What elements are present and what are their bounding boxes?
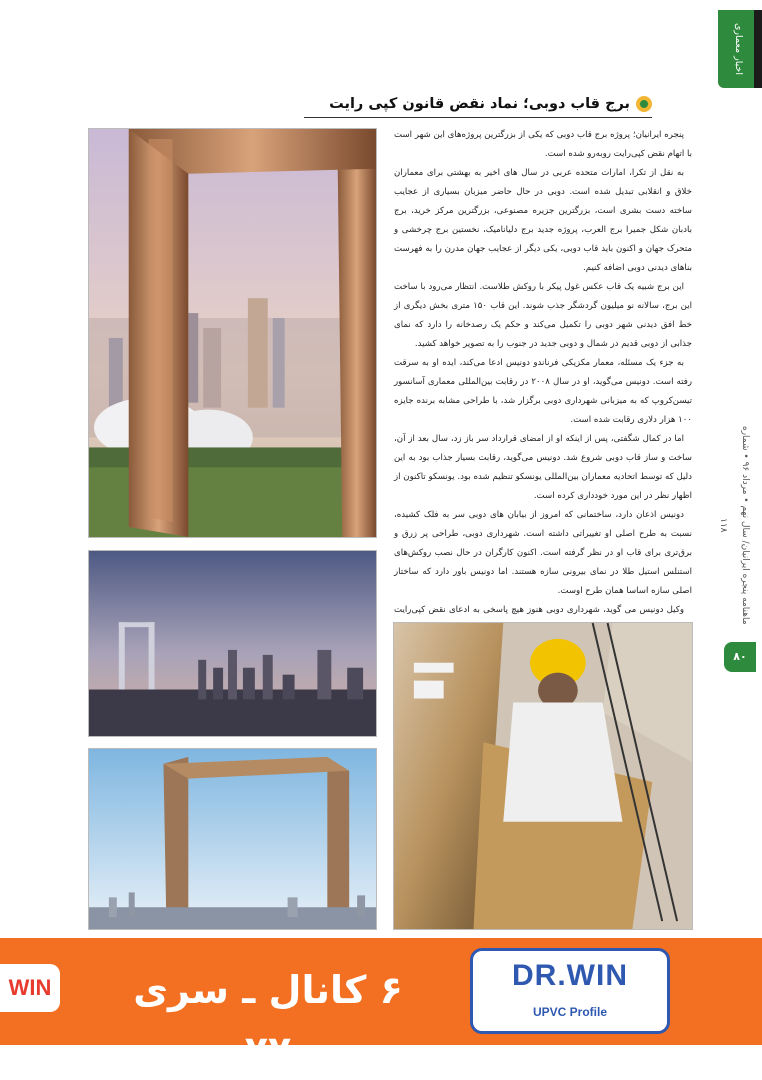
article-paragraph: پنجره ایرانیان؛ پروژه برج قاب دوبی که یکی از بزرگترین پروژه‌های این شهر است با اتهام نقض کپی‌رایت روبه‌رو شده است.: [394, 130, 692, 159]
article-paragraph: وکیل دونیس می گوید، شهرداری دوبی هنوز هیچ پاسخی به ادعای نقض کپی‌رایت: [394, 605, 684, 615]
article-paragraph: به نقل از تکرا، امارات متحده عربی در سال های اخیر به بهشتی برای معماران خلاق و انقلابی تبدیل شده است. دوبی در حال حاضر میزبان بسیاری از عجایب ساخته دست بشری است، بزرگترین جزیره مصنوعی، بزرگترین مرکز خرید، برج بادبان شکل جمیرا برج العرب، پروژه جدید برج دلیانامیک، نخستین برج چرخشی و متحرک جهان و اکنون باید قاب دوبی، یکی دیگر از عجایب جهان مدرن را به فهرست بناهای دیدنی دوبی اضافه کنیم.: [394, 168, 692, 273]
article-paragraph: اما در کمال شگفتی، پس از اینکه او از امضای قرارداد سر باز زد، سال بعد از آن، ساخت و ساز قاب دوبی شروع شد. دونیس می‌گوید، رقابت بسیار جذاب بود به این دلیل که توسط اتحادیه معماران بین‌المللی یونسکو تنظیم شده بود. یونسکو تاکنون از اظهار نظر در این مورد خودداری کرده است.: [394, 434, 692, 501]
dubai-frame-rendering-image: [88, 128, 377, 538]
ad-left-logo: WIN: [0, 964, 60, 1012]
ad-headline: ۶ کانال ـ سری ۷۷: [133, 968, 403, 1072]
dubai-skyline-image: [88, 550, 377, 737]
section-tab-strip: [754, 10, 762, 88]
article-paragraph: به جزء یک مسئله، معمار مکزیکی فرناندو دونیس ادعا می‌کند، ایده او به سرقت رفته است. دونیس می‌گوید، او در سال ۲۰۰۸ در رقابت بین‌المللی معماری آسانسور تیسن‌کروپ که به میزبانی شهرداری دوبی برگزار شد، با طراحی مشابه برنده جایزه ۱۰۰ هزار دلاری رقابت شده است.: [394, 358, 693, 425]
advertisement-banner[interactable]: [0, 938, 762, 1072]
magazine-info: ماهنامه پنجره ایرانیان/ سال نهم • مرداد ۹۶ • شماره ۱۱۸: [718, 425, 750, 625]
brand-name: DR.WIN: [512, 959, 628, 992]
title-divider: [304, 117, 652, 118]
article-title: برج قاب دوبی؛ نماد نقض قانون کپی رایت: [329, 96, 630, 112]
page-number: ۸۰: [724, 642, 756, 672]
construction-worker-image: [393, 622, 693, 930]
article-body: [394, 126, 693, 615]
section-tab-label: اخبار معماری: [733, 23, 744, 75]
brand-subtitle: UPVC Profile: [532, 1005, 607, 1019]
article-paragraph: این برج شبیه یک قاب عکس غول پیکر با روکش طلاست. انتظار می‌رود با ساخت این برج، سالانه نو میلیون گردشگر جذب شوند. این قاب ۱۵۰ متری بخش دیگری از خط افق دیدنی شهر دوبی را تکمیل می‌کند و حکم یک رصدخانه را دارد که نمای جذابی از دوبی قدیم در شمال و دوبی جدید در جنوب را به تصویر خواهد کشید.: [394, 282, 692, 349]
bullet-icon: [636, 96, 652, 112]
brand-logo: [470, 948, 670, 1034]
article-title-row: [302, 92, 652, 116]
article-paragraph: دونیس اذعان دارد، ساختمانی که امروز از بیابان های دوبی سر به فلک کشیده، نسبت به طرح اصلی او تغییراتی داشته است. شهرداری دوبی، طراحی پر زرق و برق‌تری برای قاب او در نظر گرفته است. اکنون کارگران در حال نصب روکش‌های استنلس استیل طلا در نمای بیرونی سازه هستند. اما دونیس باور دارد که ساختار اصلی سازه اساسا همان طرح اوست.: [394, 510, 692, 596]
section-tab: [718, 10, 762, 88]
dubai-frame-photo: [88, 748, 377, 930]
